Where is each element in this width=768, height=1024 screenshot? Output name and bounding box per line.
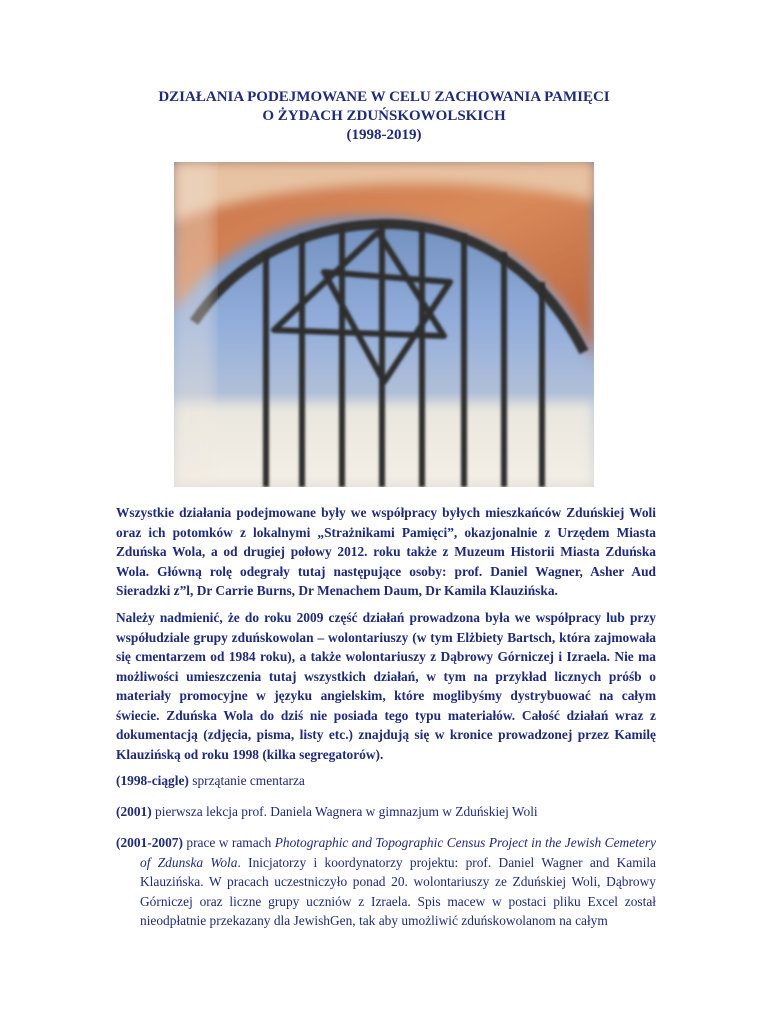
photo-svg [174,162,594,487]
entry-year: (2001-2007) [116,835,183,850]
paragraph-2: Należy nadmienić, że do roku 2009 część działań prowadzona była we współpracy lub przy współudziale grupy zduńskowolan – wolontariuszy (w tym Elżbiety Bartsch, która zajmowała się cmentarzem od 1984 roku), a także wolontariuszy z Dąbrowy Górniczej i Izraela. Nie ma możliwości umieszczenia tutaj wszystkich działań, w tym na przykład licznych próśb o materiały promocyjne w języku angielskim, które moglibyśmy dystrybuować na całym świecie. Zduńska Wola do dziś nie posiada tego typu materiałów. Całość działań wraz z dokumentacją (zdjęcia, pisma, listy etc.) znajdują się w kronice prowadzonej przez Kamilę Klauzińską od roku 1998 (kilka segregatorów). [116,610,656,762]
timeline-entry [116,771,656,791]
star-of-david-window-photo [174,162,594,487]
document-title [0,88,768,145]
title-line-1: DZIAŁANIA PODEJMOWANE W CELU ZACHOWANIA PAMIĘCI [158,89,610,105]
paragraph-1: Wszystkie działania podejmowane były we współpracy byłych mieszkańców Zduńskiej Woli oraz ich potomków z lokalnymi „Strażnikami Pamięci”, okazjonalnie z Urzędem Miasta Zduńska Wola, a od drugiej połowy 2012. roku także z Muzeum Historii Miasta Zduńska Wola. Główną rolę odegrały tutaj następujące osoby: prof. Daniel Wagner, Asher Aud Sieradzki z”l, Dr Carrie Burns, Dr Menachem Daum, Dr Kamila Klauzińska. [116,505,656,598]
entry-project-title: Photographic and Topographic Census Project in the Jewish Cemetery of Zdunska Wola [140,835,656,870]
title-line-2: O ŻYDACH ZDUŃSKOWOLSKICH [262,108,506,124]
entry-text: pierwsza lekcja prof. Daniela Wagnera w gimnazjum w Zduńskiej Woli [151,804,538,819]
entry-year: (2001) [116,804,152,819]
timeline-entry [116,833,656,931]
title-line-3: (1998-2019) [346,127,422,143]
entry-text: sprzątanie cmentarza [188,773,305,788]
entry-year: (1998-ciągle) [116,773,189,788]
entry-text-before: prace w ramach [182,835,275,850]
timeline-entry [116,802,656,822]
entry-text-after: . Inicjatorzy i koordynatorzy projektu: prof. Daniel Wagner and Kamila Klauzińska. W pracach uczestniczyło ponad 20. wolontariuszy ze Zduńskiej Woli, Dąbrowy Górniczej oraz liczne grupy uczniów z Izraela. Spis macew w postaci pliku Excel został nieodpłatnie przekazany dla JewishGen, tak aby umożliwić zduńskowolanom na całym [140,854,656,928]
